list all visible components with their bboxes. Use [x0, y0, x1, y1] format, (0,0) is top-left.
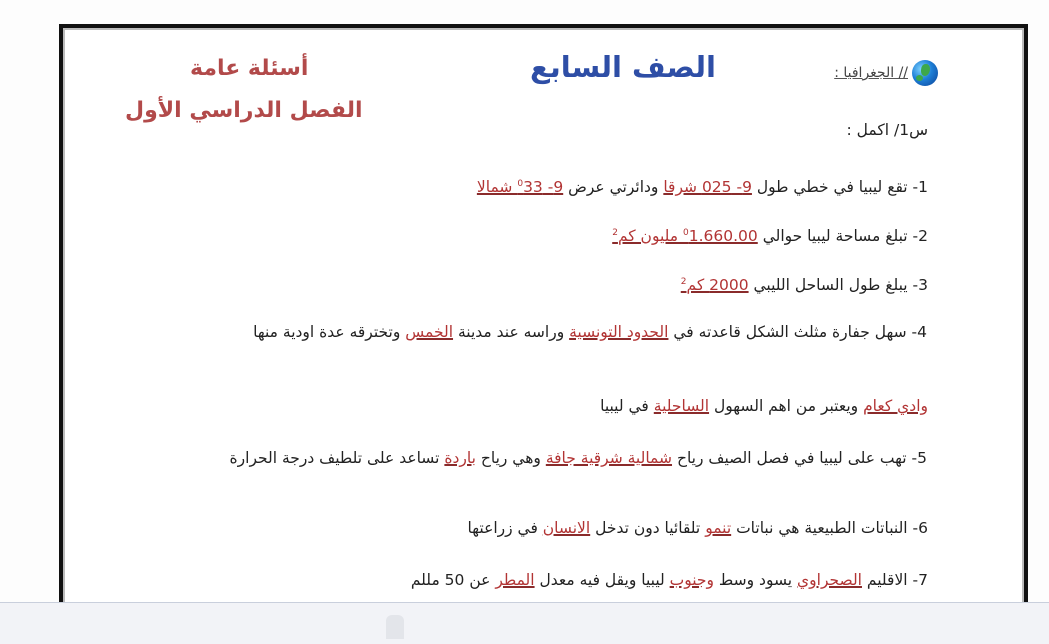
general-questions-title: أسئلة عامة — [190, 56, 309, 81]
semester-title: الفصل الدراسي الأول — [125, 98, 363, 123]
item-4-answer-city: الخمس — [405, 323, 454, 341]
item-2-text: 2- تبلغ مساحة ليبيا حوالي — [757, 227, 928, 246]
item-6-text: 6- النباتات الطبيعية هي نباتات — [731, 519, 928, 537]
subject-heading — [834, 60, 938, 86]
item-4 — [117, 320, 927, 344]
grade-title: الصف السابع — [530, 50, 716, 84]
item-1-answer-latitude: 9- $^0$33 شمالا — [476, 178, 564, 197]
scroll-handle[interactable] — [386, 615, 404, 639]
item-4b-text: ويعتبر من اهم السهول — [709, 397, 864, 415]
item-7-text: 7- الاقليم — [861, 571, 928, 589]
item-4-continued — [600, 394, 928, 418]
item-1-answer-longitude: 9- 025 شرقا — [663, 178, 752, 197]
item-2-answer-area: $^0$1.660.00 مليون كم$^2$ — [612, 227, 758, 246]
item-6-answer-human: الانسان — [542, 519, 591, 537]
item-4-answer-valley: وادي كعام — [863, 397, 928, 415]
item-7-text-3: ليبيا ويقل فيه معدل — [534, 571, 670, 589]
item-5-answer-winds: شمالية شرقية جافة — [545, 449, 673, 467]
bottom-toolbar — [0, 602, 1049, 644]
item-7-text-4: عن 50 مللم — [410, 571, 496, 589]
item-3 — [681, 270, 928, 297]
item-4-text-2: وراسه عند مدينة — [453, 323, 570, 341]
item-1 — [477, 172, 928, 199]
item-5-text-2: وهي رياح — [475, 449, 546, 467]
item-5-text-3: تساعد على تلطيف درجة الحرارة — [229, 449, 445, 467]
item-7-answer-south: وجنوب — [669, 571, 714, 589]
item-5-text: 5- تهب على ليبيا في فصل الصيف رياح — [672, 449, 927, 467]
item-7-answer-rain: المطر — [495, 571, 535, 589]
item-6-text-2: تلقائيا دون تدخل — [590, 519, 706, 537]
item-3-answer-coast: 2000 كم$^2$ — [680, 276, 749, 295]
item-7-answer-desert: الصحراوي — [797, 571, 862, 589]
document-content — [63, 28, 1024, 618]
item-4-answer-border: الحدود التونسية — [569, 323, 669, 341]
item-4-text-3: وتخترقه عدة اودية منها — [253, 323, 406, 341]
item-1-text-2: ودائرتي عرض — [563, 178, 664, 197]
item-4b-text-2: في ليبيا — [600, 397, 654, 415]
subject-label: // الجغرافيا : — [834, 65, 908, 81]
item-6-text-3: في زراعتها — [467, 519, 543, 537]
globe-icon — [912, 60, 938, 86]
question-prompt: س1/ اكمل : — [846, 121, 928, 139]
item-7-text-2: يسود وسط — [714, 571, 798, 589]
document-page — [59, 24, 1028, 618]
item-6-answer-grow: تنمو — [705, 519, 732, 537]
item-5 — [127, 446, 927, 470]
item-6 — [468, 516, 928, 540]
item-3-text: 3- يبلغ طول الساحل الليبي — [748, 276, 928, 295]
item-5-answer-cold: باردة — [444, 449, 476, 467]
item-1-text: 1- تقع ليبيا في خطي طول — [751, 178, 928, 197]
item-4-text: 4- سهل جفارة مثلث الشكل قاعدته في — [668, 323, 927, 341]
item-4-answer-coastal: الساحلية — [653, 397, 710, 415]
item-2 — [612, 221, 928, 248]
item-7 — [411, 568, 928, 592]
